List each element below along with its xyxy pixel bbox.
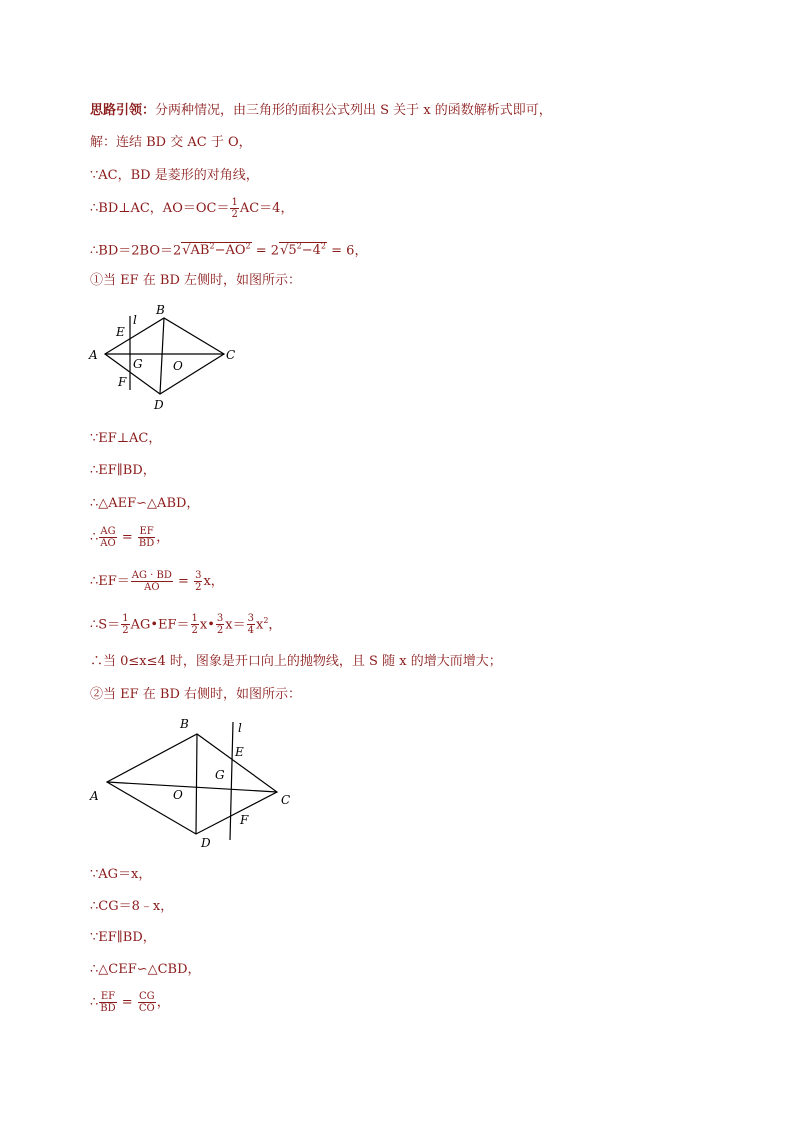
case-2-line-3: ∵EF∥BD， (90, 930, 156, 945)
label-e: E (235, 745, 244, 759)
solution-line-3: ∴BD⊥AC，AO＝OC＝ $\frac{1}{2}$ AC＝4， (90, 197, 294, 220)
case-1-line-2: ∴EF∥BD， (90, 463, 156, 478)
case-1-line-1: ∵EF⊥AC， (90, 431, 162, 446)
label-b: B (180, 717, 189, 731)
case-2-line-2: ∴CG＝8﹣x， (90, 899, 174, 914)
label-b: B (156, 303, 165, 317)
fraction-ef-bd-2: $\frac{EF}{BD}$ (100, 991, 116, 1014)
case-2-heading: ②当 EF 在 BD 右侧时，如图所示： (90, 687, 302, 702)
fraction-agbd-ao: $\frac{AG \cdot BD}{AO}$ (131, 570, 172, 593)
fraction-ag-ao: $\frac{AG}{AO}$ (100, 526, 116, 549)
label-e: E (116, 325, 125, 339)
sqrt-5-4: $√5^2-4^2$ (280, 242, 327, 259)
fraction-three-half: $\frac{3}{2}$ (195, 570, 202, 593)
fraction-cg-co: $\frac{CG}{CO}$ (138, 991, 155, 1014)
label-a: A (90, 789, 99, 803)
label-a: A (89, 348, 98, 362)
label-d: D (154, 398, 164, 412)
fraction-three-quarter: $\frac{3}{4}$ (247, 613, 254, 637)
sqrt-ab-ao: $√AB^2-AO^2$ (182, 242, 251, 259)
figure-2-rhombus (85, 712, 305, 852)
case-2-line-1: ∵AG＝x， (90, 867, 152, 882)
label-l: l (238, 721, 242, 735)
label-o: O (173, 359, 183, 373)
case-1-line-4: ∴ $\frac{AG}{AO}$ = $\frac{EF}{BD}$ ， (90, 526, 170, 549)
solution-line-1: 解：连结 BD 交 AC 于 O， (90, 135, 252, 150)
case-1-line-7: ∴当 0≤x≤4 时，图象是开口向上的抛物线，且 S 随 x 的增大而增大； (90, 654, 502, 669)
hint-text: 分两种情况，由三角形的面积公式列出 S 关于 x 的函数解析式即可， (155, 103, 552, 118)
case-1-heading: ①当 EF 在 BD 左侧时，如图所示： (90, 273, 302, 288)
label-f: F (118, 375, 127, 389)
hint-line (90, 102, 552, 120)
fraction-half-2: $\frac{1}{2}$ (122, 613, 129, 637)
solution-line-2: ∵AC，BD 是菱形的对角线， (90, 168, 259, 183)
case-2-line-5: ∴ $\frac{EF}{BD}$ = $\frac{CG}{CO}$ ， (90, 991, 170, 1014)
label-g: G (133, 357, 143, 371)
case-1-line-3: ∴△AEF∽△ABD， (90, 496, 200, 511)
case-2-line-4: ∴△CEF∽△CBD， (90, 962, 201, 977)
label-g: G (215, 768, 225, 782)
fraction-half: $\frac{1}{2}$ (231, 197, 238, 220)
label-l: l (133, 313, 137, 327)
fraction-ef-bd: $\frac{EF}{BD}$ (138, 526, 155, 549)
solution-line-4: $\therefore BD=2BO=2√AB^2-AO^2 = 2√5^2-4^2 = 6$， (90, 242, 368, 259)
case-1-line-6: ∴S＝ $\frac{1}{2}$ AG•EF＝ $\frac{1}{2}$ x• $\frac{3}{2}$ x＝ $\frac{3}{4}$ $x^2$， (90, 613, 282, 637)
label-c: C (226, 348, 236, 362)
hint-label: 思路引领： (90, 103, 156, 118)
figure-1-rhombus (85, 298, 245, 416)
case-1-line-5: ∴EF＝ $\frac{AG \cdot BD}{AO}$ = $\frac{3}{2}$ x， (90, 570, 224, 593)
label-d: D (201, 836, 211, 850)
label-f: F (240, 813, 249, 827)
label-o: O (173, 788, 183, 802)
label-c: C (281, 793, 291, 807)
